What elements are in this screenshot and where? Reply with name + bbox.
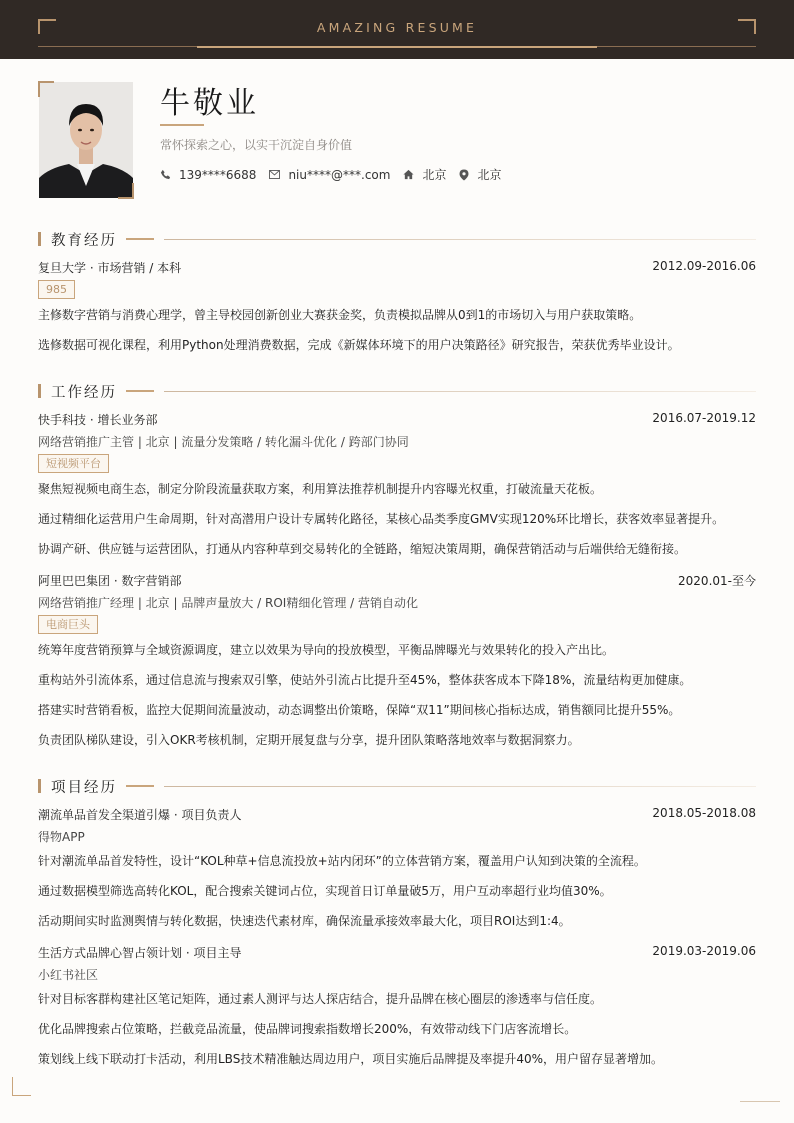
section-short-rule [126,238,154,240]
job-company: 快手科技 · 增长业务部 [38,413,158,427]
contact-bar [160,166,514,183]
section-heading: 工作经历 [51,385,117,401]
section-heading: 项目经历 [51,780,117,796]
job-tag: 短视频平台 [38,454,109,473]
name-underline [160,124,204,126]
project-org: 得物APP [38,830,85,844]
banner-accent-rule [197,46,597,48]
phone-icon [160,169,171,180]
project-bullet: 优化品牌搜索占位策略，拦截竞品流量，使品牌词搜索指数增长200%，有效带动线下门店客流增长。 [38,1022,577,1036]
section-education-title [38,230,756,250]
job-bullet: 通过精细化运营用户生命周期，针对高潜用户设计专属转化路径，某核心品类季度GMV实现120%环比增长，获客效率显著提升。 [38,512,725,526]
job-bullet: 重构站外引流体系，通过信息流与搜索双引擎，使站外引流占比提升至45%，整体获客成本下降18%，流量结构更加健康。 [38,673,692,687]
education-bullet: 主修数字营销与消费心理学，曾主导校园创新创业大赛获金奖，负责模拟品牌从0到1的市场切入与用户获取策略。 [38,308,642,322]
project-bullet: 活动期间实时监测舆情与转化数据，快速迭代素材库，确保流量承接效率最大化，项目ROI达到1:4。 [38,914,571,928]
location-pin-icon [459,169,469,181]
corner-ornament-icon [12,1077,31,1096]
section-long-rule [164,391,756,392]
job-bullet: 聚焦短视频电商生态，制定分阶段流量获取方案，利用算法推荐机制提升内容曝光权重，打破流量天花板。 [38,482,603,496]
photo-corner-icon [118,183,134,199]
top-banner [0,0,794,59]
contact-email [269,168,390,182]
job-dates: 2016.07-2019.12 [652,411,756,425]
job-bullet: 搭建实时营销看板，监控大促期间流量波动，动态调整出价策略，保障“双11”期间核心指标达成，销售额同比提升55%。 [38,703,681,717]
job-bullet: 负责团队梯队建设，引入OKR考核机制，定期开展复盘与分享，提升团队策略落地效率与数据洞察力。 [38,733,580,747]
section-long-rule [164,786,756,787]
job-bullet: 协调产研、供应链与运营团队，打通从内容种草到交易转化的全链路，缩短决策周期，确保营销活动与后端供给无缝衔接。 [38,542,687,556]
education-dates: 2012.09-2016.06 [652,259,756,273]
job-role: 网络营销推广经理 | 北京 | 品牌声量放大 / ROI精细化管理 / 营销自动化 [38,596,419,610]
mail-icon [269,170,280,179]
section-short-rule [126,785,154,787]
project-name: 潮流单品首发全渠道引爆 · 项目负责人 [38,808,242,822]
project-bullet: 针对目标客群构建社区笔记矩阵，通过素人测评与达人探店结合，提升品牌在核心圈层的渗透率与信任度。 [38,992,603,1006]
section-marker [38,384,41,398]
location-text: 北京 [477,168,502,182]
project-dates: 2019.03-2019.06 [652,944,756,958]
job-bullet: 统筹年度营销预算与全域资源调度，建立以效果为导向的投放模型，平衡品牌曝光与效果转化的投入产出比。 [38,643,615,657]
footer-rule [740,1101,780,1102]
school-line: 复旦大学 · 市场营销 / 本科 [38,261,182,275]
email-text: niu****@***.com [288,167,391,182]
home-text: 北京 [422,168,447,182]
section-work-title [38,382,756,402]
project-bullet: 通过数据模型筛选高转化KOL，配合搜索关键词占位，实现首日订单量破5万，用户互动率超行业均值30%。 [38,884,612,898]
brand-title: AMAZING RESUME [316,20,478,35]
education-bullet: 选修数据可视化课程，利用Python处理消费数据，完成《新媒体环境下的用户决策路径》研究报告，荣获优秀毕业设计。 [38,338,680,352]
candidate-name: 牛敬业 [160,86,259,121]
job-tag: 电商巨头 [38,615,98,634]
contact-phone [160,168,256,182]
education-tag: 985 [38,280,75,299]
project-dates: 2018.05-2018.08 [652,806,756,820]
section-marker [38,232,41,246]
contact-home [403,166,446,183]
section-marker [38,779,41,793]
avatar [39,82,133,198]
photo-corner-icon [38,81,54,97]
motto: 常怀探索之心，以实干沉淀自身价值 [160,138,353,152]
project-bullet: 针对潮流单品首发特性，设计“KOL种草+信息流投放+站内闭环”的立体营销方案，覆盖用户认知到决策的全流程。 [38,854,646,868]
section-heading: 教育经历 [51,233,117,249]
job-dates: 2020.01-至今 [678,574,756,588]
project-bullet: 策划线上线下联动打卡活动，利用LBS技术精准触达周边用户，项目实施后品牌提及率提升40%，用户留存显著增加。 [38,1052,664,1066]
job-company: 阿里巴巴集团 · 数字营销部 [38,574,182,588]
section-long-rule [164,239,756,240]
section-projects-title [38,777,756,797]
section-short-rule [126,390,154,392]
job-role: 网络营销推广主管 | 北京 | 流量分发策略 / 转化漏斗优化 / 跨部门协同 [38,435,409,449]
home-icon [403,169,414,180]
contact-location [459,166,501,183]
project-name: 生活方式品牌心智占领计划 · 项目主导 [38,946,242,960]
phone-text: 139****6688 [179,167,257,182]
profile-photo [38,81,134,199]
project-org: 小红书社区 [38,968,99,982]
